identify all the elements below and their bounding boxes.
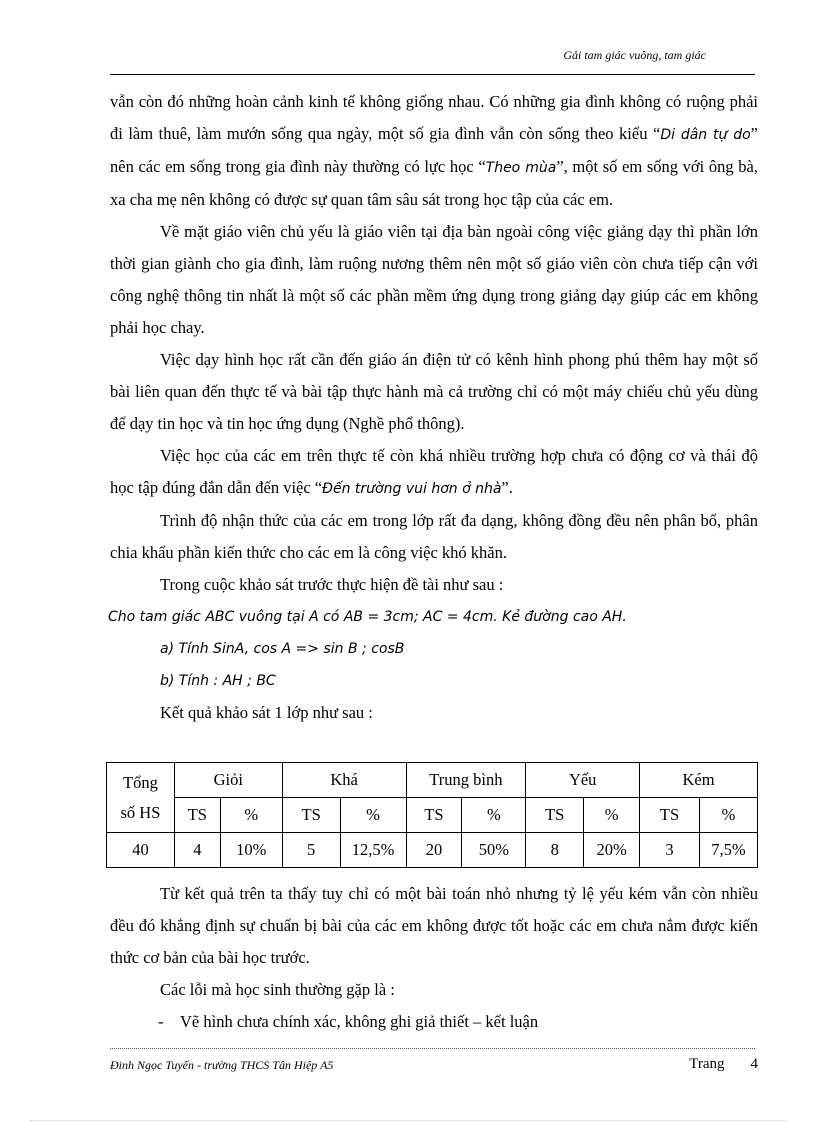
results-table <box>106 762 758 868</box>
subheader-pct: % <box>220 798 282 833</box>
group-header-gioi: Giỏi <box>174 763 282 798</box>
text-span: ” nên các em sống trong gia đình này thường có lực học “ <box>110 124 758 176</box>
paragraph-4 <box>110 440 758 505</box>
text-span: ”, một số em sống với ông bà, xa cha mẹ nên không có được sự quan tâm sâu sát trong học tập của các em. <box>110 157 758 209</box>
cell-pct: 20% <box>584 833 640 868</box>
after-table-content <box>110 878 758 1038</box>
page-bottom-border <box>30 1120 786 1121</box>
paragraph-6: Trong cuộc khảo sát trước thực hiện đề tài như sau : <box>160 575 504 594</box>
cell-ts: 4 <box>174 833 220 868</box>
group-header-kem: Kém <box>640 763 758 798</box>
subheader-pct: % <box>340 798 406 833</box>
subheader-ts: TS <box>282 798 340 833</box>
footer-author: Đinh Ngọc Tuyển - trường THCS Tân Hiệp A5 <box>110 1058 334 1072</box>
italic-term: Theo mùa <box>485 160 557 176</box>
paragraph-1 <box>110 86 758 216</box>
total-cell: 40 <box>107 833 175 868</box>
main-content <box>110 86 758 729</box>
cell-pct: 12,5% <box>340 833 406 868</box>
subheader-ts: TS <box>174 798 220 833</box>
cell-pct: 50% <box>462 833 526 868</box>
subheader-ts: TS <box>640 798 700 833</box>
text-span: vẫn còn đó những hoàn cảnh kinh tế không giống nhau. Có những gia đình không có ruộng phải đi làm thuê, làm mướn sống qua ngày, một số gia đình vẫn còn sống theo kiểu “ <box>110 92 758 143</box>
page-label: Trang <box>689 1056 725 1072</box>
subheader-pct: % <box>699 798 757 833</box>
subheader-pct: % <box>462 798 526 833</box>
total-header-cell <box>107 763 175 833</box>
cell-ts: 5 <box>282 833 340 868</box>
paragraph-7: Từ kết quả trên ta thấy tuy chỉ có một bài toán nhỏ nhưng tỷ lệ yếu kém vẫn còn nhiều đều đó khẳng định sự chuẩn bị bài của các em không được tốt hoặc các em chưa nắm được kiến thức cơ bản của bài học trước. <box>110 884 758 967</box>
subheader-ts: TS <box>526 798 584 833</box>
table-subheader-row <box>107 798 758 833</box>
problem-statement: Cho tam giác ABC vuông tại A có AB = 3cm; AC = 4cm. Kẻ đường cao AH. <box>108 609 627 625</box>
cell-ts: 3 <box>640 833 700 868</box>
footer-divider <box>110 1048 755 1049</box>
problem-part-b: b) Tính : AH ; BC <box>160 673 276 689</box>
bullet-dash: - <box>158 1012 164 1031</box>
table-row <box>107 833 758 868</box>
cell-pct: 7,5% <box>699 833 757 868</box>
page-number: 4 <box>750 1056 758 1072</box>
paragraph-8: Các lỗi mà học sinh thường gặp là : <box>160 980 395 999</box>
paragraph-2: Về mặt giáo viên chủ yếu là giáo viên tại địa bàn ngoài công việc giảng dạy thì phần lớn thời gian giành cho gia đình, làm ruộng nương thêm nên một số giáo viên còn chưa tiếp cận với công nghệ thông tin nhất là một số các phần mềm ứng dụng trong giảng dạy giúp các em không phải học chay. <box>110 222 758 337</box>
text-span: Việc học của các em trên thực tế còn khá nhiều trường hợp chưa có động cơ và thái độ học tập đúng đắn dẫn đến việc “ <box>110 446 758 497</box>
header-divider <box>110 74 755 75</box>
cell-ts: 20 <box>406 833 462 868</box>
group-header-yeu: Yếu <box>526 763 640 798</box>
paragraph-3: Việc dạy hình học rất cần đến giáo án điện tử có kênh hình phong phú thêm hay một số bài liên quan đến thực tế và bài tập thực hành mà cả trường chỉ có một máy chiếu chủ yếu dùng để dạy tin học và tin học ứng dụng (Nghề phổ thông). <box>110 350 758 433</box>
italic-term: Di dân tự do <box>660 127 751 143</box>
cell-ts: 8 <box>526 833 584 868</box>
problem-part-a: a) Tính SinA, cos A => sin B ; cosB <box>160 641 405 657</box>
group-header-trung-binh: Trung bình <box>406 763 526 798</box>
text-span: ”. <box>501 478 513 497</box>
footer-page <box>689 1056 758 1073</box>
bullet-item <box>110 1006 758 1038</box>
cell-pct: 10% <box>220 833 282 868</box>
result-label: Kết quả khảo sát 1 lớp như sau : <box>160 703 373 722</box>
table-header-row <box>107 763 758 798</box>
total-header-line1: Tổng <box>123 772 158 792</box>
group-header-kha: Khá <box>282 763 406 798</box>
italic-term: Đến trường vui hơn ở nhà <box>322 481 502 497</box>
subheader-ts: TS <box>406 798 462 833</box>
bullet-text: Vẽ hình chưa chính xác, không ghi giả thiết – kết luận <box>180 1012 539 1031</box>
total-header-line2: số HS <box>120 802 161 822</box>
paragraph-5: Trình độ nhận thức của các em trong lớp rất đa dạng, không đồng đều nên phân bổ, phân chia khẩu phần kiến thức cho các em là công việc khó khăn. <box>110 511 758 562</box>
subheader-pct: % <box>584 798 640 833</box>
header-title: Gải tam giác vuông, tam giác <box>563 48 706 62</box>
